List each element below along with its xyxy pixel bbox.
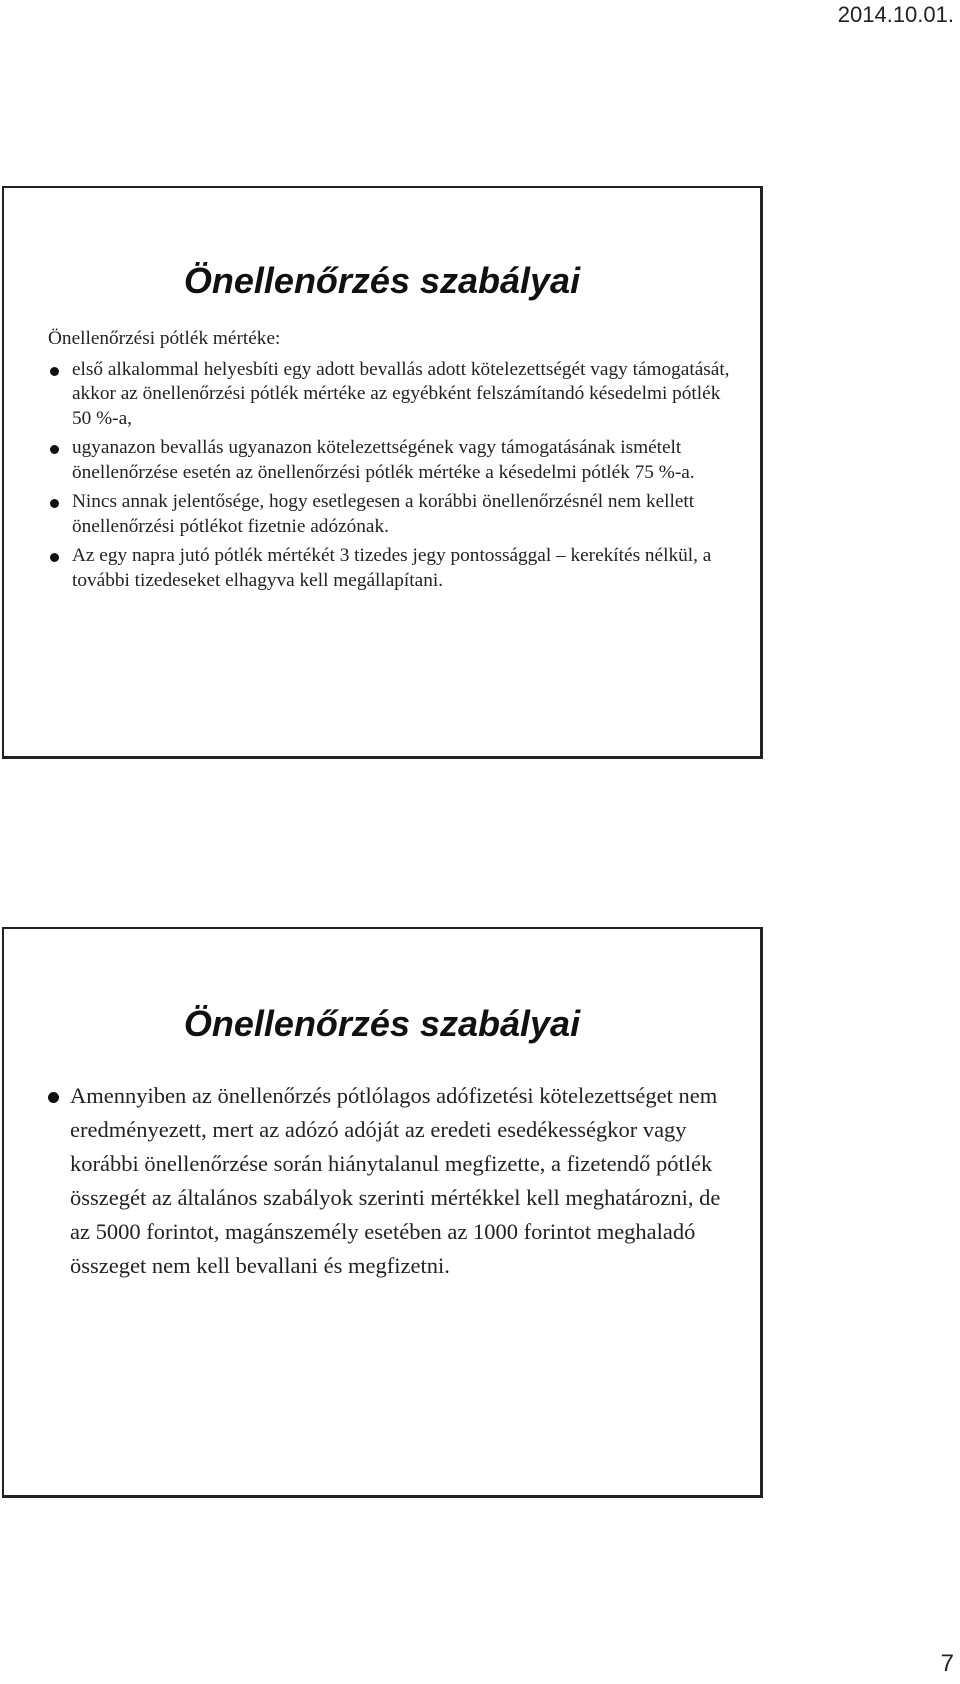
slide-content bbox=[48, 1079, 730, 1288]
bullet-list bbox=[48, 1079, 730, 1283]
list-item bbox=[48, 1079, 730, 1283]
slide-1 bbox=[2, 186, 763, 759]
bullet-icon bbox=[50, 553, 59, 562]
bullet-icon bbox=[50, 499, 59, 508]
bullet-icon bbox=[50, 367, 59, 376]
slide-title: Önellenőrzés szabályai bbox=[183, 1003, 581, 1044]
slide-2 bbox=[2, 927, 763, 1498]
list-item-text: Amennyiben az önellenőrzés pótlólagos adófizetési kötelezettséget nem eredményezett, mert az adózó adóját az eredeti esedékességkor vagy korábbi önellenőrzése során hiánytalanul megfizette, a fizetendő pótlék összegét az általános szabályok szerinti mértékkel kell meghatározni, de az 5000 forintot, magánszemély esetében az 1000 forintot meghaladó összeget nem kell bevallani és megfizetni. bbox=[70, 1083, 721, 1278]
bullet-icon bbox=[50, 445, 59, 454]
list-item-text: Az egy napra jutó pótlék mértékét 3 tizedes jegy pontossággal – kerekítés nélkül, a további tizedeseket elhagyva kell megállapítani. bbox=[72, 545, 712, 591]
list-item bbox=[48, 358, 730, 432]
list-item bbox=[48, 436, 730, 485]
header-date: 2014.10.01. bbox=[837, 2, 954, 27]
slide-content bbox=[48, 327, 730, 598]
bullet-icon bbox=[48, 1092, 59, 1103]
list-item-text: Nincs annak jelentősége, hogy esetlegesen a korábbi önellenőrzésnél nem kellett önellenőrzési pótlékot fizetnie adózónak. bbox=[72, 491, 695, 537]
bullet-list bbox=[48, 358, 730, 594]
slide-intro: Önellenőrzési pótlék mértéke: bbox=[48, 328, 281, 349]
list-item-text: ugyanazon bevallás ugyanazon kötelezettségének vagy támogatásának ismételt önellenőrzése esetén az önellenőrzési pótlék mértéke a késedelmi pótlék 75 %-a. bbox=[72, 437, 695, 483]
list-item bbox=[48, 544, 730, 593]
page-number: 7 bbox=[940, 1650, 954, 1677]
list-item-text: első alkalommal helyesbíti egy adott bevallás adott kötelezettségét vagy támogatását, akkor az önellenőrzési pótlék mértéke az egyébként felszámítandó késedelmi pótlék 50 %-a, bbox=[72, 358, 730, 429]
slide-title: Önellenőrzés szabályai bbox=[183, 260, 581, 301]
list-item bbox=[48, 490, 730, 539]
